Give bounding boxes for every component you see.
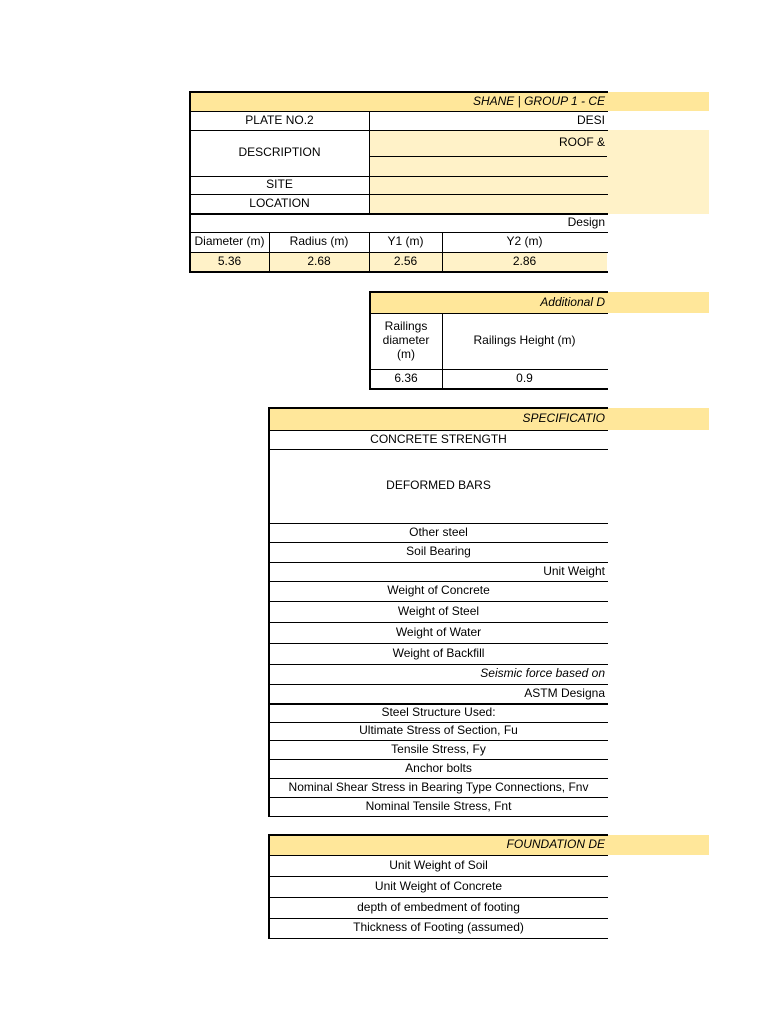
- foundation-header: FOUNDATION DE: [506, 837, 605, 852]
- nominal-tensile-stress: Nominal Tensile Stress, Fnt: [365, 798, 512, 813]
- site-label: SITE: [266, 177, 293, 192]
- soil-bearing: Soil Bearing: [406, 544, 471, 559]
- main-header: SHANE | GROUP 1 - CE: [472, 93, 605, 108]
- plate-value: DESI: [576, 112, 605, 127]
- location-label: LOCATION: [249, 196, 310, 211]
- col-diameter: Diameter (m): [194, 234, 265, 249]
- deformed-bars: DEFORMED BARS: [386, 478, 491, 493]
- col-radius: Radius (m): [289, 234, 349, 249]
- description-value-2: [369, 157, 607, 176]
- design-row: Design: [567, 215, 605, 230]
- depth-embedment: depth of embedment of footing: [357, 899, 520, 914]
- unit-weight: Unit Weight: [543, 563, 605, 578]
- additional-header: Additional D: [540, 294, 605, 309]
- nominal-shear-stress: Nominal Shear Stress in Bearing Type Connections, Fnv: [288, 779, 589, 794]
- value-y1: 2.56: [393, 253, 418, 268]
- railings-diameter-label: Railings diameter (m): [382, 319, 430, 361]
- concrete-strength: CONCRETE STRENGTH: [370, 431, 507, 446]
- unit-weight-soil: Unit Weight of Soil: [389, 857, 488, 872]
- col-y1: Y1 (m): [387, 234, 424, 249]
- other-steel: Other steel: [409, 524, 468, 539]
- value-y2: 2.86: [512, 253, 537, 268]
- railings-height-label: Railings Height (m): [473, 333, 576, 348]
- weight-backfill: Weight of Backfill: [392, 645, 485, 660]
- description-value: ROOF &: [558, 135, 605, 150]
- ultimate-stress: Ultimate Stress of Section, Fu: [359, 723, 518, 738]
- col-y2: Y2 (m): [506, 234, 543, 249]
- description-label: DESCRIPTION: [238, 145, 321, 160]
- steel-structure-used: Steel Structure Used:: [381, 704, 496, 719]
- weight-concrete: Weight of Concrete: [387, 583, 490, 598]
- weight-water: Weight of Water: [395, 624, 482, 639]
- anchor-bolts: Anchor bolts: [405, 760, 472, 775]
- unit-weight-concrete: Unit Weight of Concrete: [374, 878, 503, 893]
- railings-diameter-value: 6.36: [394, 370, 418, 385]
- value-radius: 2.68: [307, 253, 331, 268]
- astm-designation: ASTM Designa: [524, 685, 605, 700]
- plate-label: PLATE NO.2: [245, 112, 314, 127]
- weight-steel: Weight of Steel: [397, 603, 480, 618]
- spec-header: SPECIFICATIO: [522, 411, 605, 426]
- value-diameter: 5.36: [217, 253, 242, 268]
- seismic-force: Seismic force based on: [480, 666, 605, 681]
- railings-height-value: 0.9: [516, 370, 533, 385]
- thickness-footing: Thickness of Footing (assumed): [353, 920, 524, 935]
- tensile-stress: Tensile Stress, Fy: [391, 741, 486, 756]
